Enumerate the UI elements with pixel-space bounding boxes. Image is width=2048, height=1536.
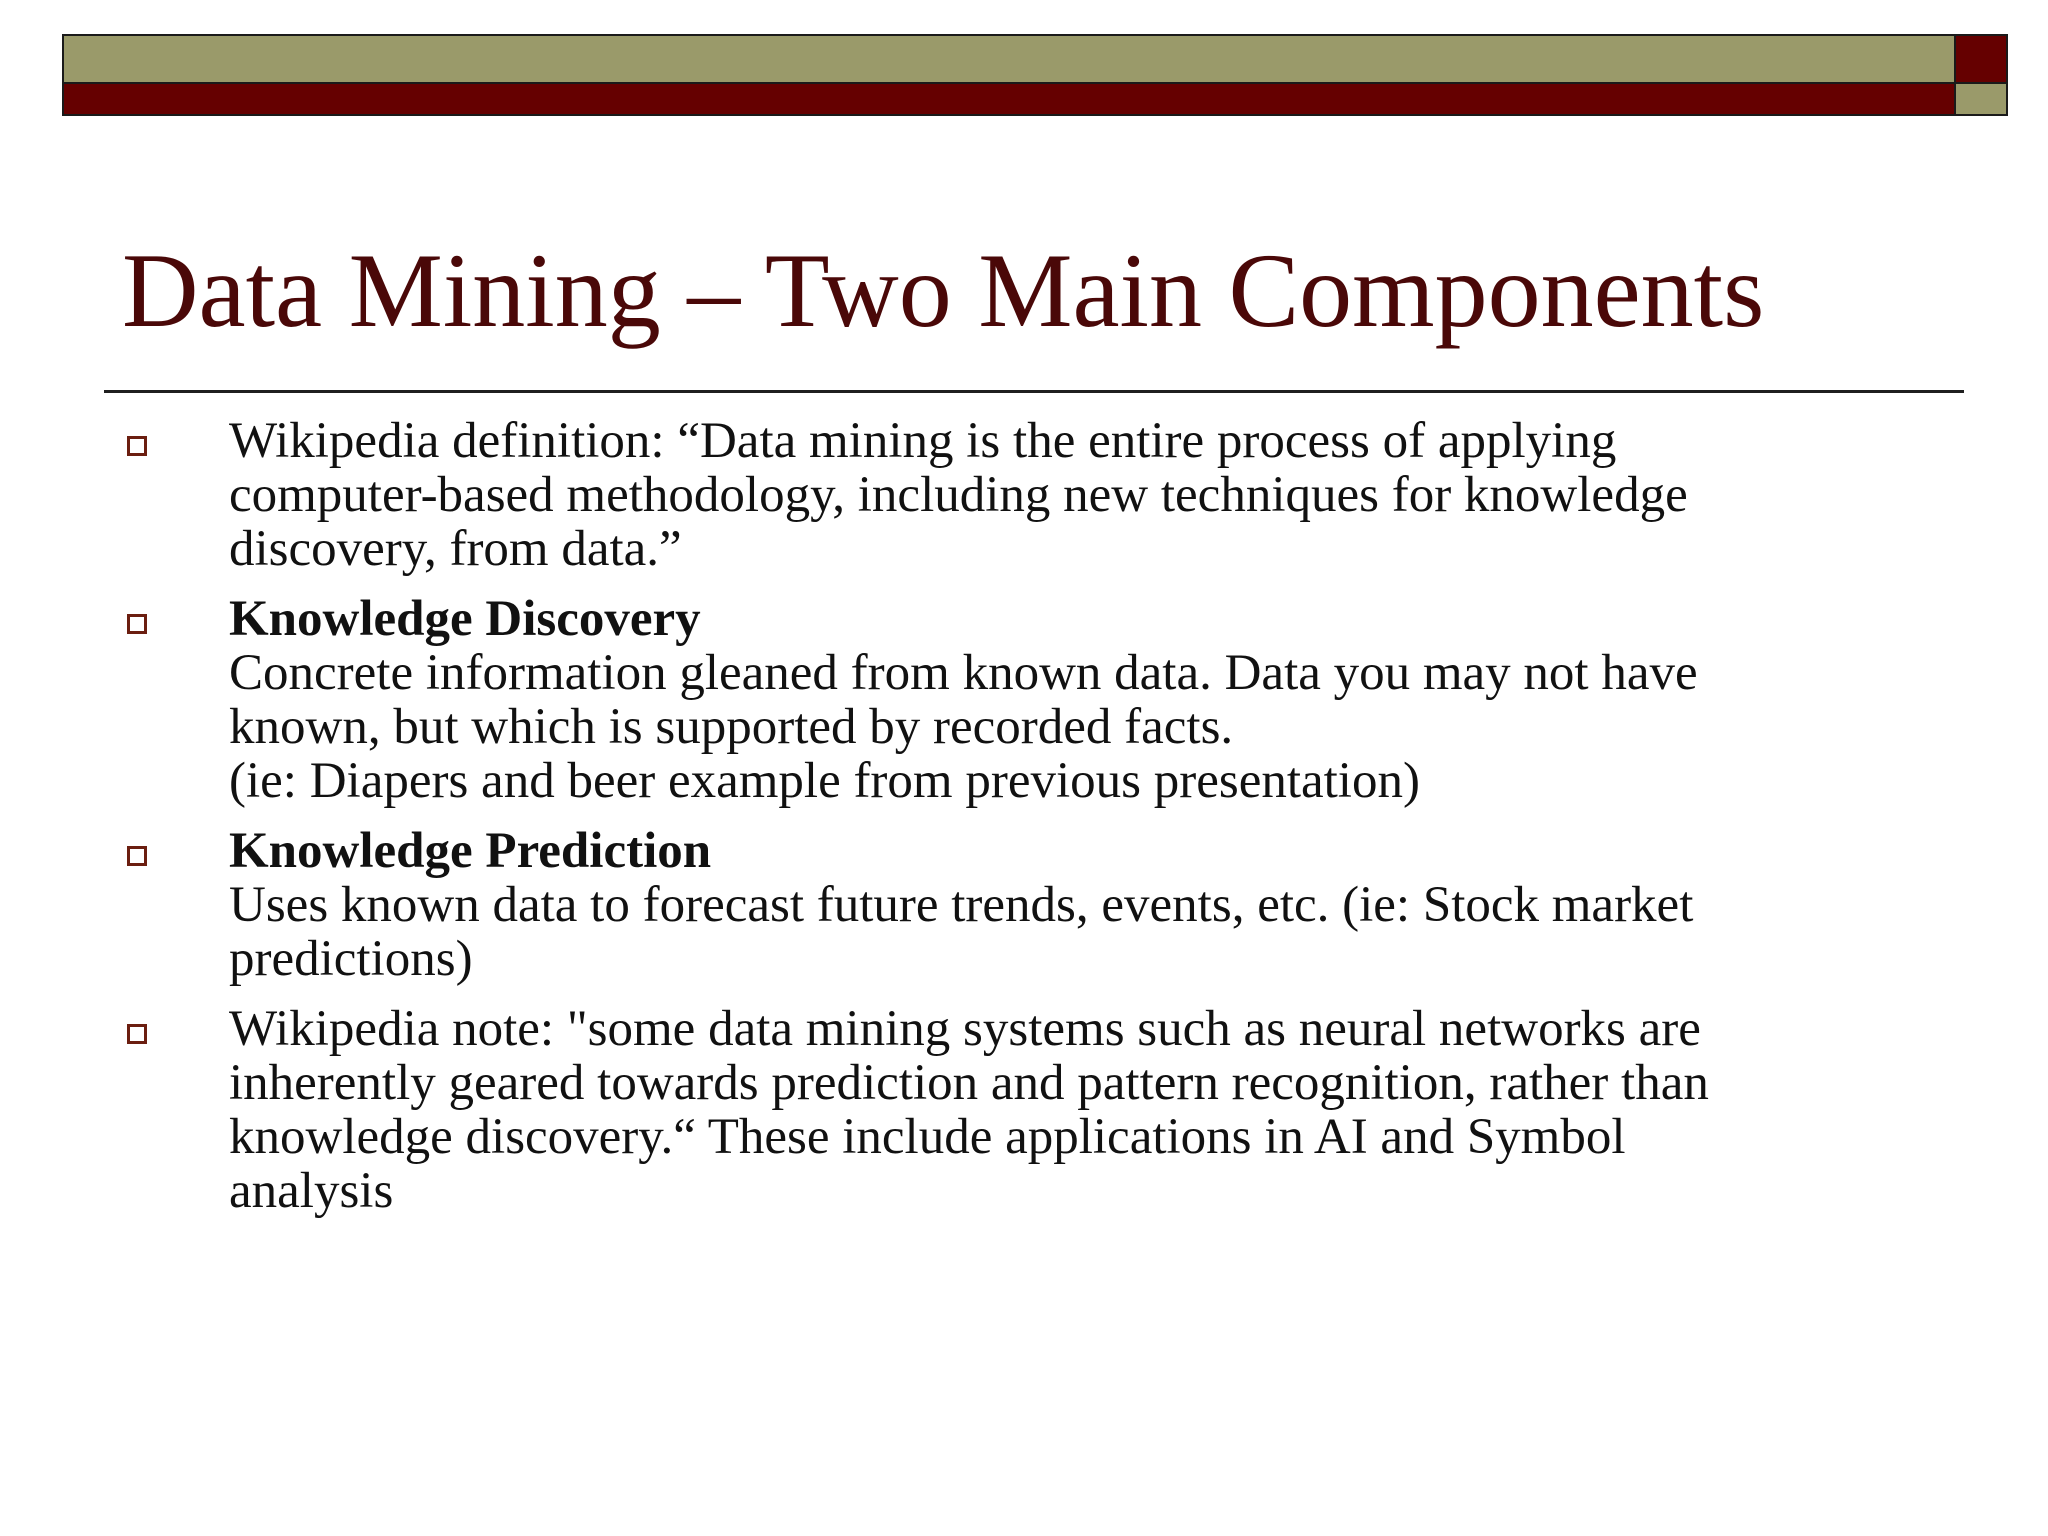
bullet-line: knowledge discovery.“ These include applications in AI and Symbol — [229, 1109, 1626, 1165]
bullet-heading: Knowledge Discovery — [229, 591, 701, 647]
hollow-square-icon — [127, 436, 147, 456]
bullet-text — [229, 592, 1968, 808]
bullet-item-knowledge-discovery — [0, 592, 2048, 808]
bullet-item-wikipedia-note — [0, 1002, 2048, 1218]
bullet-line: analysis — [229, 1163, 394, 1219]
bullet-item-wikipedia-definition — [0, 414, 2048, 576]
header-corner-olive — [1956, 84, 2008, 116]
bullet-line: Uses known data to forecast future trends, events, etc. (ie: Stock market — [229, 877, 1694, 933]
bullet-line: computer-based methodology, including new techniques for knowledge — [229, 467, 1688, 523]
bullet-line: Wikipedia definition: “Data mining is the entire process of applying — [229, 413, 1617, 469]
hollow-square-icon — [127, 846, 147, 866]
slide-title: Data Mining – Two Main Components — [122, 232, 1765, 349]
bullet-text — [229, 1002, 1968, 1218]
bullet-text — [229, 414, 1968, 576]
bullet-line: Concrete information gleaned from known data. Data you may not have — [229, 645, 1698, 701]
bullet-line: Wikipedia note: "some data mining systems such as neural networks are — [229, 1001, 1701, 1057]
bullet-line: known, but which is supported by recorded facts. — [229, 699, 1234, 755]
bullet-line: discovery, from data.” — [229, 521, 682, 577]
title-divider — [104, 390, 1964, 393]
bullet-heading: Knowledge Prediction — [229, 823, 712, 879]
bullet-item-knowledge-prediction — [0, 824, 2048, 986]
bullet-text — [229, 824, 1968, 986]
hollow-square-icon — [127, 614, 147, 634]
header-band-olive — [62, 34, 1956, 84]
bullet-line: predictions) — [229, 931, 473, 987]
header-corner-maroon — [1956, 34, 2008, 84]
bullet-line: inherently geared towards prediction and pattern recognition, rather than — [229, 1055, 1709, 1111]
hollow-square-icon — [127, 1024, 147, 1044]
bullet-list — [0, 414, 2048, 1234]
bullet-line: (ie: Diapers and beer example from previous presentation) — [229, 753, 1420, 809]
header-band-maroon — [62, 84, 1956, 116]
